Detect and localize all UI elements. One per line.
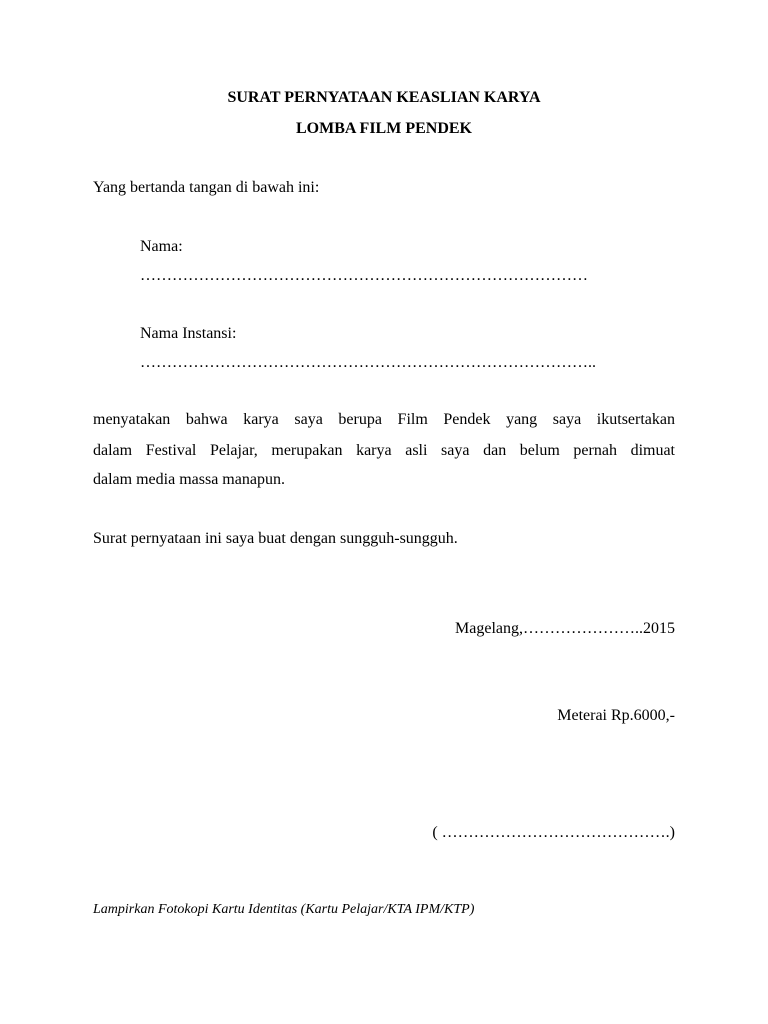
closing-text: Surat pernyataan ini saya buat dengan sungguh-sungguh. [93, 530, 458, 547]
statement-line-2: dalam Festival Pelajar, merupakan karya asli saya dan belum pernah dimuat [93, 442, 675, 459]
statement-line-3: dalam media massa manapun. [93, 471, 285, 488]
attachment-note: Lampirkan Fotokopi Kartu Identitas (Kartu Pelajar/KTA IPM/KTP) [93, 902, 475, 917]
nama-label: Nama: [140, 238, 183, 255]
statement-line-1: menyatakan bahwa karya saya berupa Film Pendek yang saya ikutsertakan [93, 411, 675, 428]
signature-line: ( …………………………………….) [432, 824, 675, 841]
nama-blank-line: ………………………………………………………………………… [140, 267, 588, 284]
meterai-label: Meterai Rp.6000,- [557, 707, 675, 724]
document-title: SURAT PERNYATAAN KEASLIAN KARYA [227, 89, 541, 106]
intro-text: Yang bertanda tangan di bawah ini: [93, 179, 320, 196]
instansi-label: Nama Instansi: [140, 325, 237, 342]
instansi-blank-line: ………………………………………………………………………….. [140, 354, 596, 371]
place-date: Magelang,…………………..2015 [455, 620, 675, 637]
document-subtitle: LOMBA FILM PENDEK [295, 120, 472, 137]
